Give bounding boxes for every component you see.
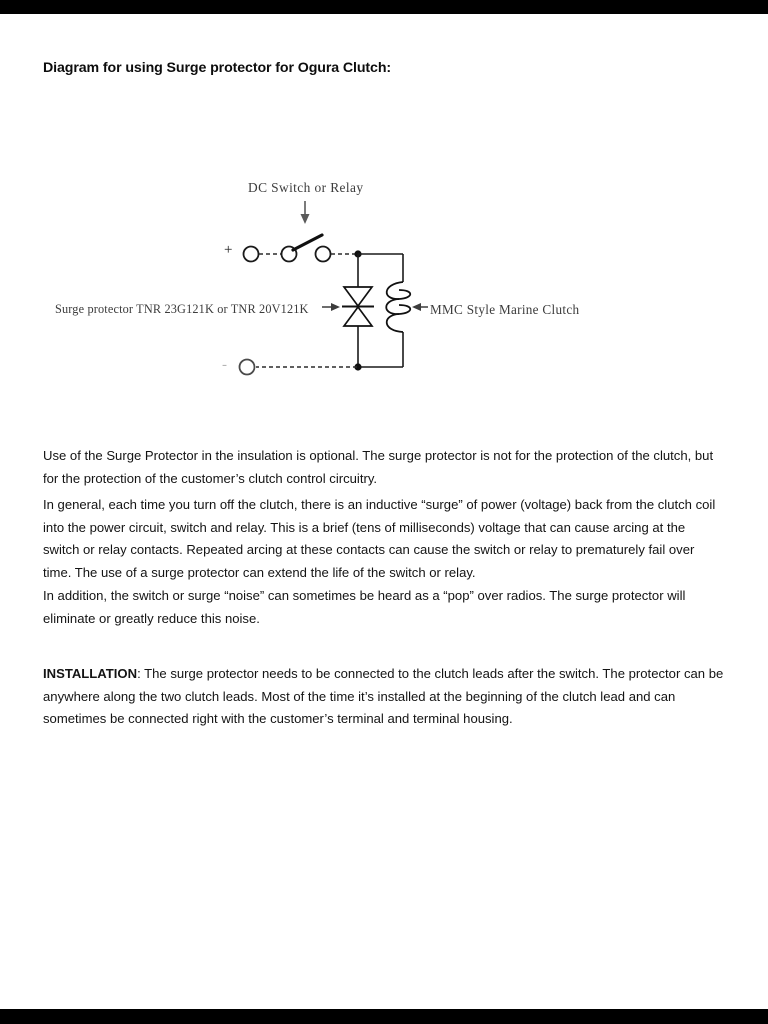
diagram-label-negative-terminal: -	[222, 357, 227, 373]
paragraph-installation	[43, 663, 725, 731]
terminal-positive	[244, 247, 259, 262]
scan-border-bottom	[0, 1009, 768, 1024]
pointer-arrow-surge-protector	[322, 303, 340, 311]
diagram-label-positive-terminal: +	[224, 242, 233, 258]
paragraph-optional-use: Use of the Surge Protector in the insulation is optional. The surge protector is not for the protection of the clutch, but for the protection of the customer’s clutch control circuitry.	[43, 448, 714, 486]
document-page	[0, 14, 768, 1009]
paragraph-switch-noise: In addition, the switch or surge “noise” can sometimes be heard as a “pop” over radios. The surge protector will eliminate or greatly reduce this noise.	[43, 588, 686, 626]
scan-border-top	[0, 0, 768, 14]
pointer-arrow-marine-clutch	[412, 303, 428, 311]
paragraph-inductive-surge: In general, each time you turn off the clutch, there is an inductive “surge” of power (voltage) back from the clutch coil into the power circuit, switch and relay. This is a brief (tens of milliseconds) voltage that can cause arcing at the switch or relay contacts. Repeated arcing at these contacts can cause the switch or relay to prematurely fail over time. The use of a surge protector can extend the life of the switch or relay.	[43, 497, 716, 580]
installation-body: : The surge protector needs to be connected to the clutch leads after the switch. The protector can be anywhere along the two clutch leads. Most of the time it’s installed at the beginning of the clutch lead and can sometimes be connected right with the customer’s terminal and terminal housing.	[43, 666, 724, 727]
terminal-negative	[240, 360, 255, 375]
circuit-schematic	[0, 154, 768, 404]
varistor-symbol	[342, 287, 374, 326]
page-title: Diagram for using Surge protector for Ogura Clutch:	[43, 60, 392, 76]
diagram-label-surge-protector: Surge protector TNR 23G121K or TNR 20V121K	[55, 302, 309, 316]
switch-load-contact	[316, 247, 331, 262]
diagram-label-dc-switch: DC Switch or Relay	[248, 180, 364, 195]
installation-heading: INSTALLATION	[43, 666, 138, 682]
inductor-coil-symbol	[386, 282, 410, 332]
diagram-label-marine-clutch: MMC Style Marine Clutch	[430, 302, 580, 317]
down-arrow-icon	[301, 201, 310, 224]
surge-protector-wiring-diagram	[0, 154, 768, 404]
